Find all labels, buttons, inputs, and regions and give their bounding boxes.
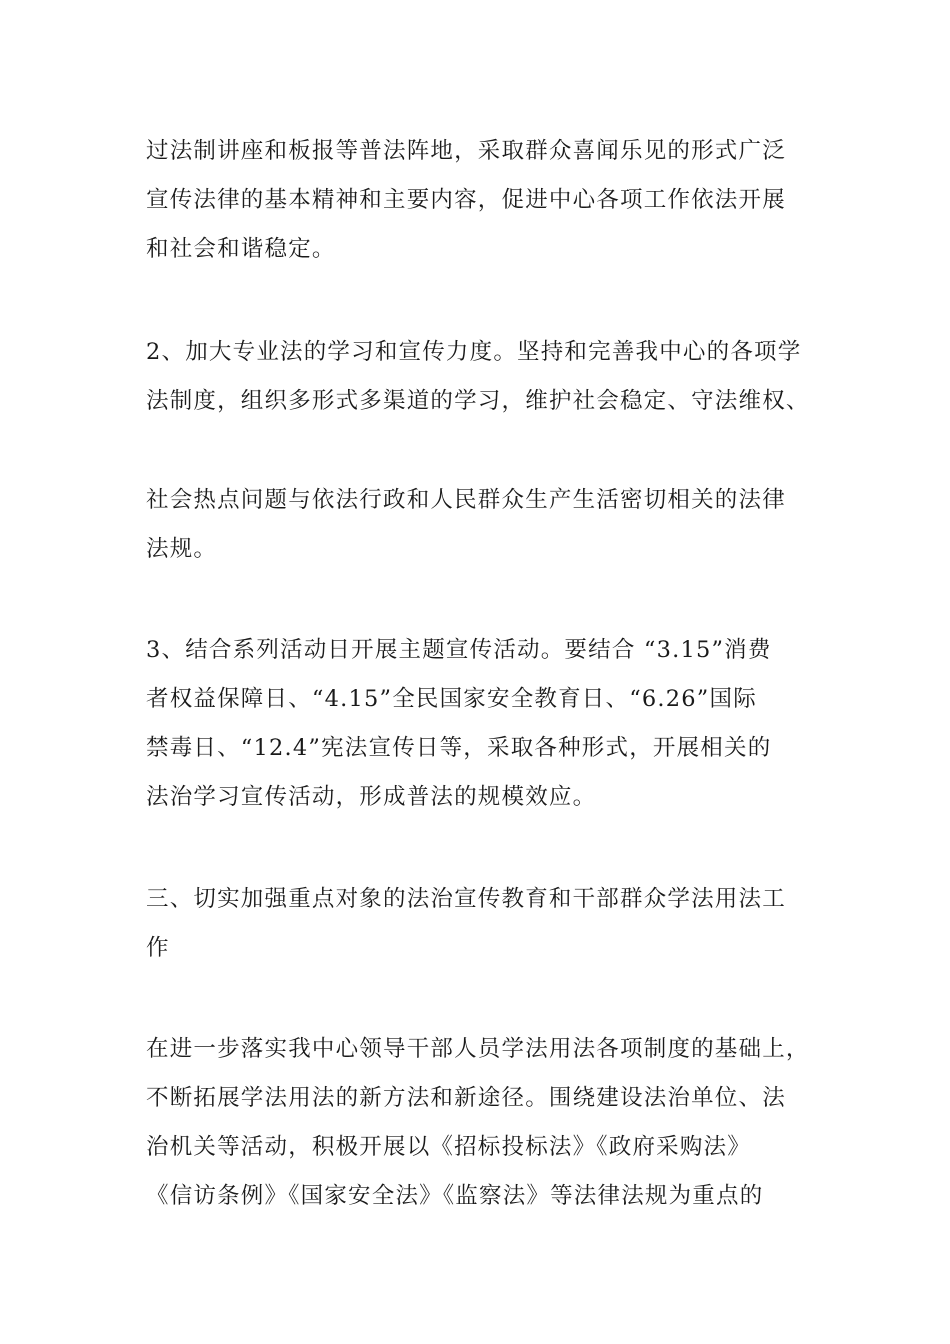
text-line: 法治学习宣传活动，形成普法的规模效应。: [146, 784, 597, 810]
section-heading: 三、切实加强重点对象的法治宣传教育和干部群众学法用法工: [146, 886, 786, 912]
text-line: 者权益保障日、“4.15”全民国家安全教育日、“6.26”国际: [146, 686, 757, 712]
text-line: 法规。: [146, 536, 218, 562]
text-line: 法制度，组织多形式多渠道的学习，维护社会稳定、守法维权、: [146, 388, 810, 414]
text-line: 社会热点问题与依法行政和人民群众生产生活密切相关的法律: [146, 487, 786, 513]
text-line: 宣传法律的基本精神和主要内容，促进中心各项工作依法开展: [146, 187, 786, 213]
text-line: 禁毒日、“12.4”宪法宣传日等，采取各种形式，开展相关的: [146, 735, 772, 761]
text-line: 治机关等活动，积极开展以《招标投标法》《政府采购法》: [146, 1134, 751, 1160]
text-line: 在进一步落实我中心领导干部人员学法用法各项制度的基础上，: [146, 1036, 810, 1062]
text-line: 2、加大专业法的学习和宣传力度。坚持和完善我中心的各项学: [146, 339, 802, 365]
text-line: 3、结合系列活动日开展主题宣传活动。要结合 “3.15”消费: [146, 637, 772, 663]
text-line: 《信访条例》《国家安全法》《监察法》等法律法规为重点的: [146, 1183, 764, 1209]
text-line: 不断拓展学法用法的新方法和新途径。围绕建设法治单位、法: [146, 1085, 786, 1111]
text-line: 和社会和谐稳定。: [146, 236, 336, 262]
text-line: 过法制讲座和板报等普法阵地，采取群众喜闻乐见的形式广泛: [146, 138, 786, 164]
section-heading: 作: [146, 935, 170, 961]
